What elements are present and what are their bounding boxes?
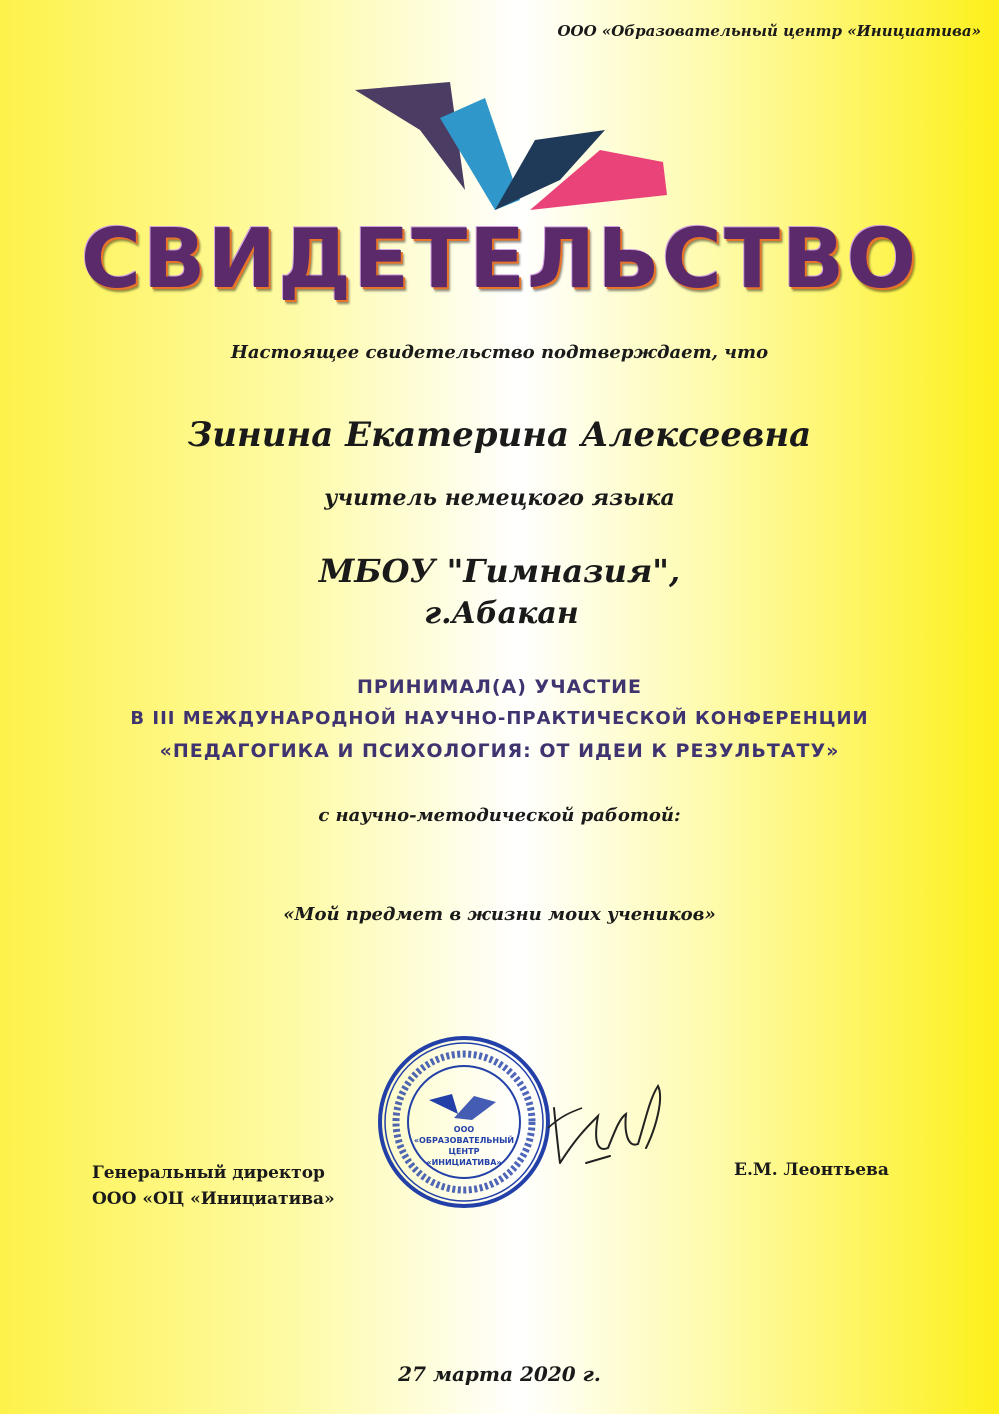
certificate-title: СВИДЕТЕЛЬСТВО [80, 212, 919, 307]
work-title: «Мой предмет в жизни моих учеников» [283, 904, 716, 925]
director-role-line-1: Генеральный директор [92, 1163, 325, 1183]
stamp-line-4: «ИНИЦИАТИВА» [426, 1158, 502, 1167]
recipient-name: Зинина Екатерина Алексеевна [187, 415, 812, 455]
director-name: Е.М. Леонтьева [734, 1160, 889, 1180]
event-line-participated: ПРИНИМАЛ(А) УЧАСТИЕ [356, 676, 643, 698]
stamp-line-3: ЦЕНТР [448, 1147, 480, 1156]
issue-date: 27 марта 2020 г. [398, 1362, 601, 1386]
director-role-line-2: ООО «ОЦ «Инициатива» [92, 1189, 335, 1209]
event-line-conference: В III МЕЖДУНАРОДНОЙ НАУЧНО-ПРАКТИЧЕСКОЙ КОНФЕРЕНЦИИ [130, 708, 869, 729]
intro-text: Настоящее свидетельство подтверждает, что [230, 342, 769, 363]
organization-header: ООО «Образовательный центр «Инициатива» [557, 22, 981, 40]
official-stamp-icon [374, 1032, 554, 1212]
open-book-logo [345, 70, 675, 220]
city-name [0, 596, 999, 631]
stamp-line-1: ООО [453, 1125, 475, 1134]
signature-icon [546, 1068, 676, 1178]
director-role [92, 1160, 335, 1212]
event-line-conference-title: «ПЕДАГОГИКА И ПСИХОЛОГИЯ: ОТ ИДЕИ К РЕЗУЛЬТАТУ» [159, 740, 840, 762]
stamp-line-2: «ОБРАЗОВАТЕЛЬНЫЙ [413, 1136, 515, 1145]
logo-purple-page [355, 82, 465, 190]
school-name: МБОУ "Гимназия", [318, 552, 681, 590]
city-text: г.Абакан [424, 596, 579, 631]
work-intro: с научно-методической работой: [318, 805, 681, 826]
recipient-position: учитель немецкого языка [324, 485, 675, 511]
